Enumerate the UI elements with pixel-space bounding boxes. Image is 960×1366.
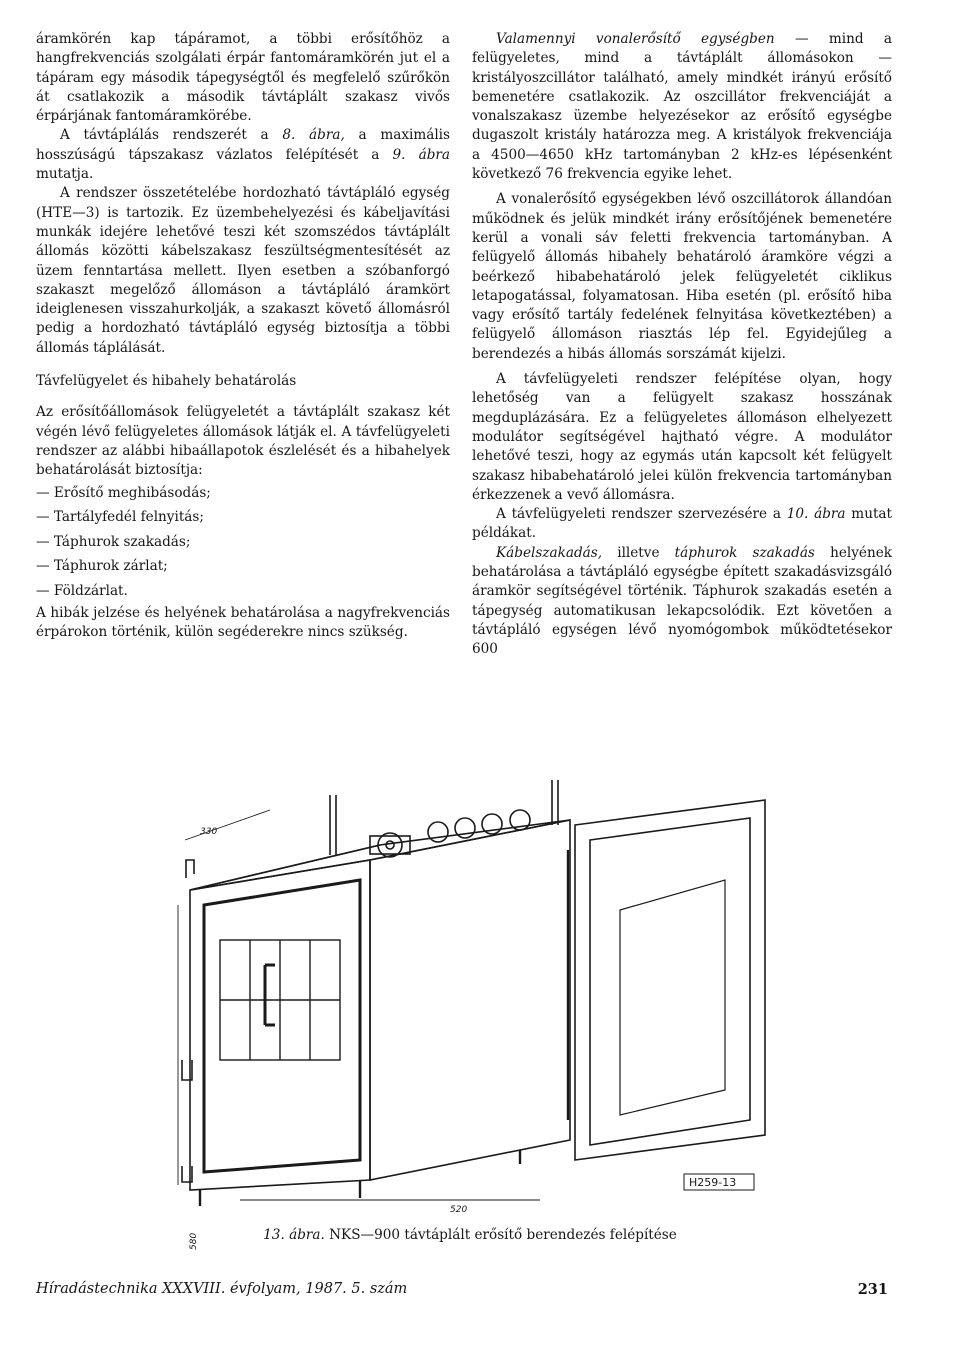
interior-modules: [220, 940, 340, 1060]
paragraph: A távfelügyeleti rendszer felépítése olyan, hogy lehetőség van a felügyelt szakasz hosszának megduplázására. Ez a felügyeletes állomáson elhelyezett modulátor segítségével hajtható végre. A modulátor lehetővé teszi, hogy az egymás után kapcsolt két felügyelt szakasz hibabehatároló jelei külön frekvencia tartományban érkezzenek a vevő állomásra.: [472, 371, 892, 503]
paragraph: A hibák jelzése és helyének behatárolása a nagyfrekvenciás érpárokon történik, külön segéderekre nincs szükség.: [36, 604, 450, 640]
dimension-bottom: 520: [450, 1205, 468, 1215]
paragraph: [472, 544, 892, 660]
figure-reference: 8. ábra,: [282, 127, 345, 144]
dimension-side: 580: [189, 1232, 199, 1250]
list-item: — Táphurok szakadás;: [36, 530, 450, 555]
list-item: — Erősítő meghibásodás;: [36, 481, 450, 506]
mounting-lugs: [182, 860, 194, 1182]
paragraph: áramkörén kap tápáramot, a többi erősítőhöz a hangfrekvenciás szolgálati érpár fantomáramkörén jut el a tápáram egy második tápegységtől és megfelelő szűrőkön át csatlakozik a második távtáplált szakasz vivős érpárjának fantomáramkörébe.: [36, 31, 450, 125]
text-run: A távtáplálás rendszerét a: [60, 127, 283, 144]
cabinet-top-face: [190, 820, 570, 890]
paragraph: [472, 30, 892, 184]
cabinet-side-face: [370, 820, 570, 1180]
text-run: a maximális hosszúságú tápszakasz vázlatos felépítését a: [36, 127, 451, 163]
text-run: — mind a felügyeletes, mind a távtáplált állomásokon — kristályoszcillátor található, amely mindkét irányú erősítő bemenetére csatlakozik. Az oszcillátor frekvenciáját a vonalszakasz üzembe helyezésekor az erősítő egységbe dugaszolt kristály határozza meg. A kristályok frekvenciája a 4500—4650 kHz tartományban 2 kHz-es lépésenként következő 76 frekvencia egyike lehet.: [472, 31, 892, 183]
text-run: táphurok szakadás: [674, 544, 815, 561]
caption-text: NKS—900 távtáplált erősítő berendezés felépítése: [324, 1227, 677, 1243]
journal-title: Híradástechnika XXXVIII. évfolyam, 1987. 5. szám: [36, 1281, 408, 1297]
text-run: A távfelügyeleti rendszer szervezésére a: [496, 506, 787, 523]
left-column: [36, 30, 450, 642]
figure-reference: 10. ábra: [786, 506, 846, 523]
caption-number: 13. ábra.: [263, 1227, 325, 1243]
paragraph: A vonalerősítő egységekben lévő oszcillátorok állandóan működnek és jelük mindkét irány erősítőjének bemenetére kerül a vonali sáv feletti frekvencia tartományban. A felügyelő állomás hibahely behatároló áramköre végzi a beérkező hibabehatároló jelek felügyeletét ciklikus letapogatással, folyamatosan. Hiba esetén (pl. erősítő hiba vagy erősítő tartály fedelének felnyitása következtében) a felügyelő állomáson riasztás lép fel. Egyidejűleg a berendezés a hibás állomás sorszámát kijelzi.: [472, 191, 892, 362]
list-item: — Földzárlat.: [36, 579, 450, 604]
text-run: Valamennyi vonalerősítő egységben: [496, 31, 775, 47]
list-item: — Tartályfedél felnyitás;: [36, 505, 450, 530]
paragraph: Az erősítőállomások felügyeletét a távtáplált szakasz két végén lévő felügyeletes állomások látják el. A távfelügyeleti rendszer az alábbi hibaállapotok észlelését és a hibahelyek behatárolását biztosítja:: [36, 404, 450, 479]
paragraph: A rendszer összetételébe hordozható távtápláló egység (HTE—3) is tartozik. Ez üzembehelyezési és kábeljavítási munkák idejére lehetővé teszi két szomszédos távtáplált állomás közötti kábelszakasz feszültségmentesítését az üzem fenntartása mellett. Ilyen esetben a szóbanforgó szakaszt megelőző állomáson a távtápláló áramkört ideiglenesen visszahurkolják, a szakaszt követő állomásról pedig a hordozható távtápláló egység biztosítja a többi állomás táplálását.: [36, 185, 450, 356]
section-heading: Távfelügyelet és hibahely behatárolás: [36, 373, 297, 390]
paragraph: [472, 505, 892, 544]
open-door: [568, 800, 765, 1160]
list-item: — Táphurok zárlat;: [36, 554, 450, 579]
text-run: illetve: [602, 544, 675, 561]
text-run: mutatja.: [36, 166, 94, 183]
page-number: 231: [857, 1281, 888, 1298]
right-column: [472, 30, 892, 660]
page-footer: [36, 1281, 888, 1297]
cabinet-opening: [204, 880, 360, 1172]
text-run: Kábelszakadás,: [496, 544, 603, 561]
fault-list: [36, 481, 450, 604]
figure-code: H259-13: [689, 1176, 737, 1189]
text-run: helyének behatárolása a távtápláló egységbe épített szakadásvizsgáló áramkör segítségével történik. Táphurok szakadás esetén a tápegység automatikusan lekapcsolódik. Ezt követően a távtápláló egységen lévő nyomógombok működtetésekor 600: [472, 544, 893, 658]
text-run: mutat példákat.: [472, 506, 892, 542]
dimension-top: 330: [200, 827, 218, 837]
figure-caption: [220, 1226, 720, 1244]
paragraph: [36, 126, 450, 184]
figure-reference: 9. ábra: [392, 146, 451, 163]
